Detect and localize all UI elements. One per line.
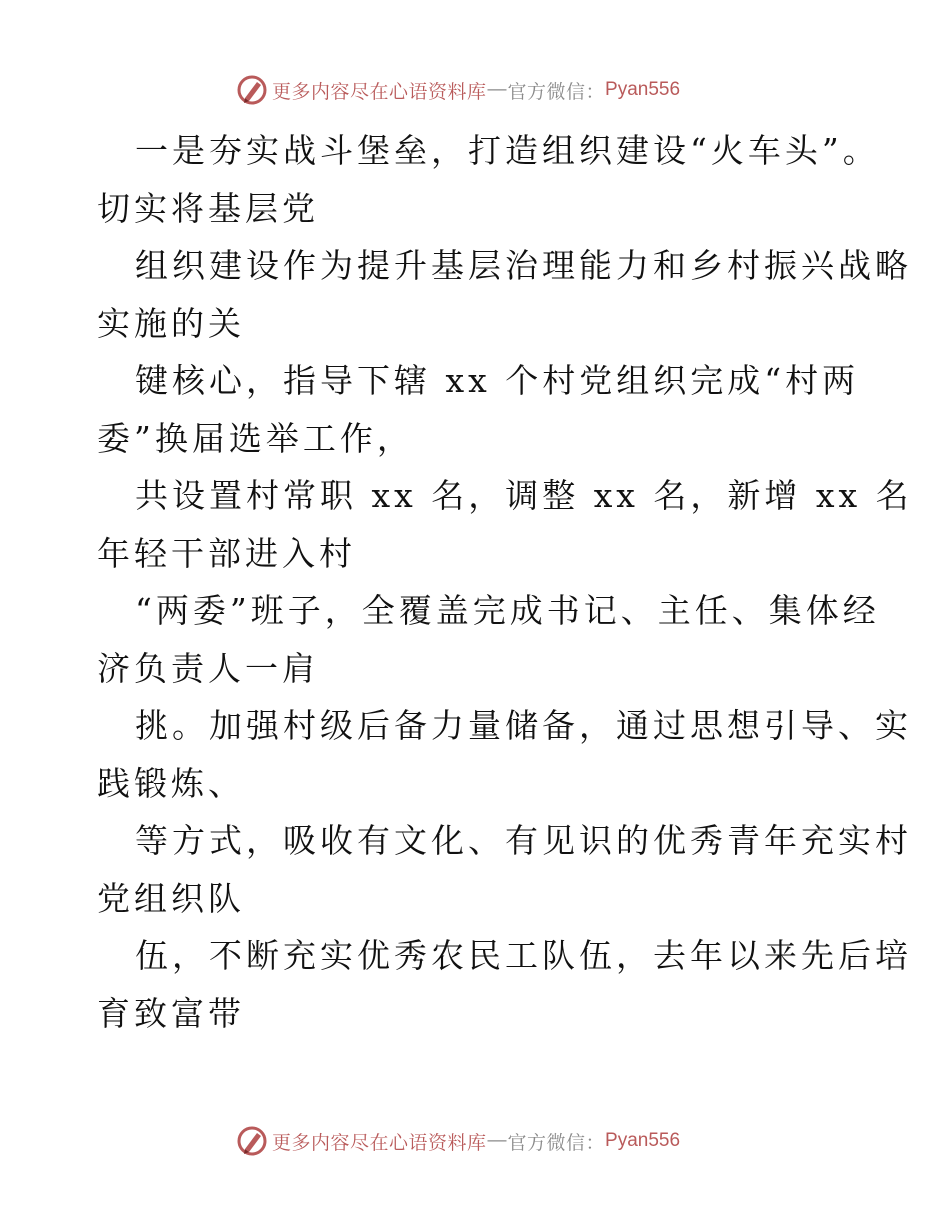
body-line-2: 切实将基层党 [97, 188, 319, 228]
pen-logo-icon [236, 74, 268, 106]
header-watermark [236, 73, 680, 107]
body-line-12: 践锻炼、 [97, 763, 245, 803]
watermark-dash: — [487, 1130, 507, 1151]
body-line-3: 组织建设作为提升基层治理能力和乡村振兴战略 [135, 246, 912, 285]
footer-watermark [236, 1124, 680, 1158]
body-line-7: 共设置村常职 xx 名，调整 xx 名，新增 xx 名 [135, 476, 913, 515]
watermark-label: 官方微信： [507, 1131, 606, 1154]
watermark-label: 官方微信： [507, 80, 606, 103]
body-line-11: 挑。加强村级后备力量储备，通过思想引导、实 [135, 706, 912, 745]
body-line-4: 实施的关 [97, 303, 245, 343]
body-line-10: 济负责人一肩 [97, 648, 319, 688]
watermark-id: Pyan556 [605, 1130, 681, 1151]
body-line-16: 育致富带 [97, 993, 245, 1033]
body-line-9: “两委”班子，全覆盖完成书记、主任、集体经 [135, 591, 880, 630]
watermark-text: 更多内容尽在心语资料库 [272, 80, 487, 103]
body-line-14: 党组织队 [97, 878, 245, 918]
body-line-6: 委”换届选举工作， [97, 418, 414, 458]
pen-logo-icon [236, 1125, 268, 1157]
body-line-15: 伍，不断充实优秀农民工队伍，去年以来先后培 [135, 936, 912, 975]
body-line-13: 等方式，吸收有文化、有见识的优秀青年充实村 [135, 821, 912, 860]
watermark-id: Pyan556 [605, 79, 681, 100]
body-line-8: 年轻干部进入村 [97, 533, 356, 573]
body-line-5: 键核心，指导下辖 xx 个村党组织完成“村两 [135, 361, 860, 400]
watermark-dash: — [487, 79, 507, 100]
body-line-1: 一是夯实战斗堡垒，打造组织建设“火车头”。 [135, 131, 880, 170]
document-body [97, 122, 913, 1042]
watermark-text: 更多内容尽在心语资料库 [272, 1131, 487, 1154]
